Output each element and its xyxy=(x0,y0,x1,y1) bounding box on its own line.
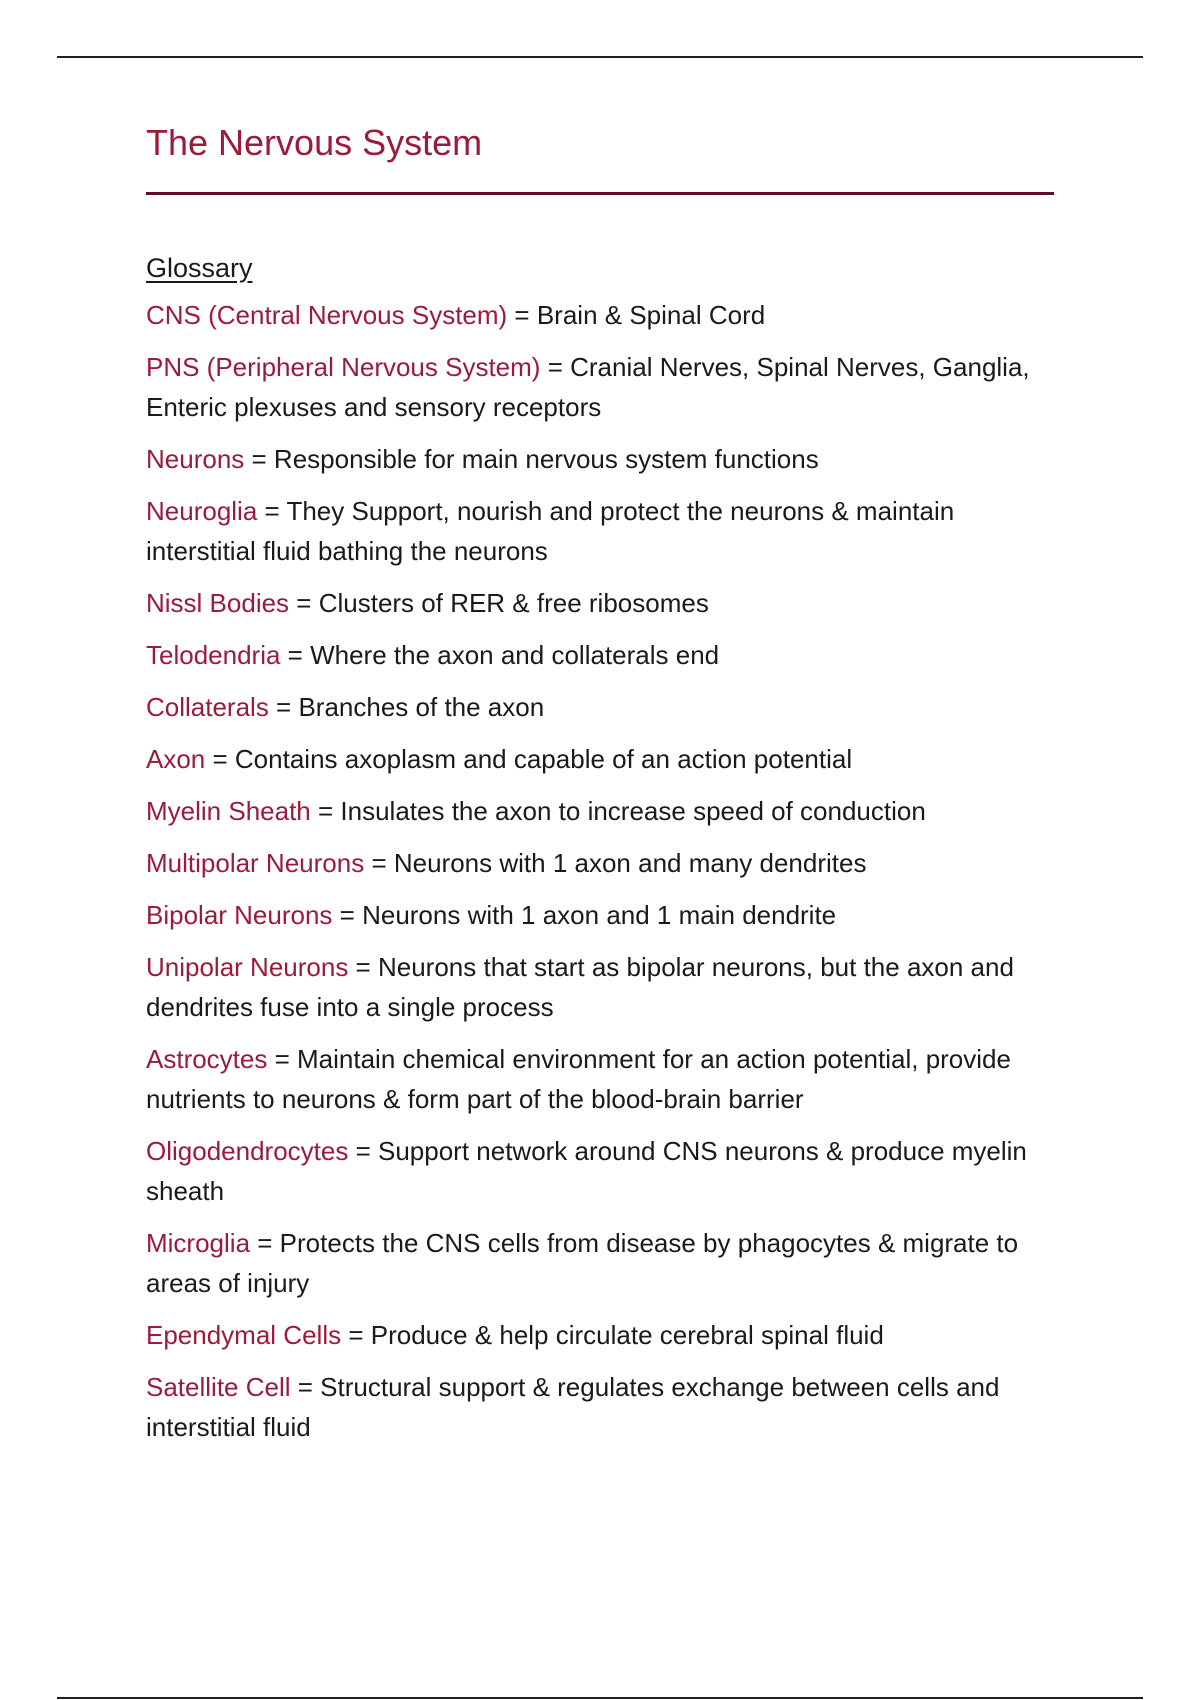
glossary-entry xyxy=(146,491,1058,571)
glossary-separator: = xyxy=(540,352,571,382)
glossary-term: Ependymal Cells xyxy=(146,1320,342,1350)
page-bottom-rule xyxy=(57,1697,1143,1699)
glossary-definition: Responsible for main nervous system functions xyxy=(273,444,819,474)
glossary-separator: = xyxy=(348,1136,378,1166)
glossary-term: Neuroglia xyxy=(146,496,258,526)
glossary-separator: = xyxy=(364,848,394,878)
glossary-entry xyxy=(146,583,1058,623)
glossary-separator: = xyxy=(348,952,378,982)
glossary-term: Oligodendrocytes xyxy=(146,1136,349,1166)
glossary-separator: = xyxy=(290,1372,321,1402)
glossary-term: Nissl Bodies xyxy=(146,588,290,618)
glossary-term: Astrocytes xyxy=(146,1044,268,1074)
glossary-term: PNS (Peripheral Nervous System) xyxy=(146,352,541,382)
glossary-entry xyxy=(146,1367,1058,1447)
glossary-definition: Cranial Nerves, Spinal Nerves, Ganglia, Enteric plexuses and sensory receptors xyxy=(146,352,1030,422)
glossary-definition: They Support, nourish and protect the neurons & maintain interstitial fluid bathing the neurons xyxy=(146,496,955,566)
glossary-definition: Produce & help circulate cerebral spinal fluid xyxy=(370,1320,884,1350)
glossary-separator: = xyxy=(289,588,319,618)
glossary-term: Axon xyxy=(146,744,206,774)
glossary-separator: = xyxy=(341,1320,371,1350)
glossary-term: Bipolar Neurons xyxy=(146,900,333,930)
glossary-separator: = xyxy=(205,744,235,774)
glossary-term: CNS (Central Nervous System) xyxy=(146,300,508,330)
glossary-separator: = xyxy=(257,496,287,526)
glossary-entry xyxy=(146,739,1058,779)
page-title: The Nervous System xyxy=(146,122,483,163)
glossary-entry xyxy=(146,843,1058,883)
glossary-definition: Branches of the axon xyxy=(298,692,545,722)
glossary-term: Myelin Sheath xyxy=(146,796,311,826)
glossary-entry xyxy=(146,1039,1058,1119)
glossary-entry xyxy=(146,791,1058,831)
glossary-separator: = xyxy=(250,1228,280,1258)
glossary-separator: = xyxy=(310,796,341,826)
glossary-definition: Protects the CNS cells from disease by phagocytes & migrate to areas of injury xyxy=(146,1228,1019,1298)
glossary-entry xyxy=(146,947,1058,1027)
glossary-entry xyxy=(146,347,1058,427)
glossary-definition: Where the axon and collaterals end xyxy=(310,640,720,670)
glossary-definition: Brain & Spinal Cord xyxy=(536,300,766,330)
glossary-definition: Structural support & regulates exchange between cells and interstitial fluid xyxy=(146,1372,1000,1442)
glossary-entry xyxy=(146,295,1058,335)
glossary-entry xyxy=(146,895,1058,935)
glossary-definition: Contains axoplasm and capable of an action potential xyxy=(234,744,853,774)
document-content xyxy=(146,118,1058,1459)
glossary-entry xyxy=(146,1223,1058,1303)
glossary-term: Multipolar Neurons xyxy=(146,848,365,878)
glossary-definition: Neurons with 1 axon and many dendrites xyxy=(393,848,867,878)
glossary-definition: Neurons that start as bipolar neurons, but the axon and dendrites fuse into a single process xyxy=(146,952,1014,1022)
glossary-entry xyxy=(146,1315,1058,1355)
glossary-term: Neurons xyxy=(146,444,245,474)
glossary-heading: Glossary xyxy=(146,253,253,283)
glossary-definition: Clusters of RER & free ribosomes xyxy=(318,588,709,618)
page-top-rule xyxy=(57,56,1143,58)
title-underline-rule xyxy=(146,192,1054,195)
glossary-term: Satellite Cell xyxy=(146,1372,291,1402)
glossary-separator: = xyxy=(244,444,274,474)
glossary-term: Microglia xyxy=(146,1228,251,1258)
glossary-separator: = xyxy=(267,1044,298,1074)
glossary-definition: Insulates the axon to increase speed of conduction xyxy=(340,796,926,826)
glossary-definition: Support network around CNS neurons & produce myelin sheath xyxy=(146,1136,1027,1206)
glossary-entry xyxy=(146,1131,1058,1211)
glossary-separator: = xyxy=(507,300,537,330)
glossary-separator: = xyxy=(332,900,363,930)
glossary-definition: Maintain chemical environment for an action potential, provide nutrients to neurons & form part of the blood-brain barrier xyxy=(146,1044,1011,1114)
glossary-term: Telodendria xyxy=(146,640,281,670)
glossary-separator: = xyxy=(268,692,299,722)
glossary-term: Collaterals xyxy=(146,692,269,722)
glossary-entry xyxy=(146,687,1058,727)
glossary-entry xyxy=(146,635,1058,675)
glossary-definition: Neurons with 1 axon and 1 main dendrite xyxy=(362,900,837,930)
glossary-separator: = xyxy=(280,640,311,670)
glossary-term: Unipolar Neurons xyxy=(146,952,349,982)
glossary-list xyxy=(146,295,1058,1447)
glossary-entry xyxy=(146,439,1058,479)
